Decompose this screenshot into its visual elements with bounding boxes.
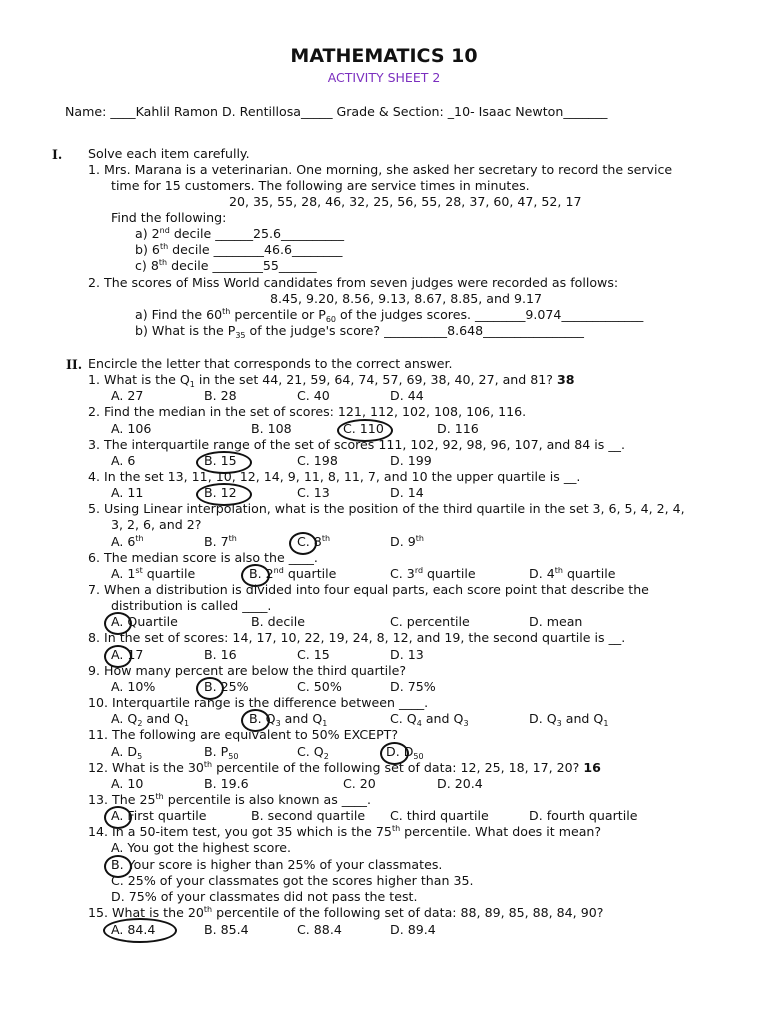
q4-answer-circle [196, 483, 252, 506]
q10-option-b: B. $Q_3$ and $Q_1$ [249, 711, 328, 728]
q7-answer-circle [104, 612, 132, 635]
q11-option-d: D. $D_{50}$ [386, 744, 424, 761]
q8-option-d: D. 13 [390, 647, 424, 662]
q11-option-b: B. $P_{50}$ [204, 744, 239, 761]
q13-option-a: A. First quartile [111, 808, 207, 823]
q1-handwritten-answer: 38 [557, 372, 575, 387]
q9-option-a: A. 10% [111, 679, 156, 694]
q2-option-d: D. 116 [437, 421, 479, 436]
q12-option-a: A. 10 [111, 776, 144, 791]
page-title: MATHEMATICS 10 [290, 45, 478, 67]
q4-option-b: B. 12 [204, 485, 237, 500]
part-1-numeral: I. [52, 147, 63, 162]
q13-option-b: B. second quartile [251, 808, 366, 823]
q10-option-c: C. $Q_4$ and $Q_3$ [390, 711, 469, 728]
part-1-instruction: Solve each item carefully. [88, 146, 250, 161]
q2-option-a: A. 106 [111, 421, 152, 436]
q12-option-d: D. 20.4 [437, 776, 483, 791]
part-2-q8: 8. In the set of scores: 14, 17, 10, 22, 19, 24, 8, 12, and 19, the second quartile is __. [88, 630, 626, 645]
q3-answer-circle [196, 451, 252, 474]
q3-option-d: D. 199 [390, 453, 432, 468]
q12-handwritten-answer: 16 [583, 760, 601, 775]
part-2-q10: 10. Interquartile range is the difference between ____. [88, 695, 429, 710]
q6-answer-circle [241, 564, 270, 587]
q2-answer-circle [337, 419, 393, 442]
q4-option-d: D. 14 [390, 485, 424, 500]
q10-option-d: D. $Q_3$ and $Q_1$ [529, 711, 609, 728]
q6-option-c: C. 3rd quartile [390, 566, 476, 581]
part-1-q1-a: a) 2nd decile ______25.6__________ [135, 226, 345, 241]
q13-option-c: C. third quartile [390, 808, 489, 823]
q7-option-d: D. mean [529, 614, 583, 629]
q5-option-b: B. 7th [204, 534, 237, 549]
q6-option-b: B. 2nd quartile [249, 566, 337, 581]
q1-option-d: D. 44 [390, 388, 424, 403]
q8-option-a: A. 17 [111, 647, 144, 662]
q14-option-a: A. You got the highest score. [111, 840, 291, 855]
q1-option-c: C. 40 [297, 388, 330, 403]
q5-option-c: C. 8th [297, 534, 331, 549]
q10-option-a: A. $Q_2$ and $Q_1$ [111, 711, 190, 728]
q15-answer-circle [103, 918, 177, 943]
q5-option-d: D. 9th [390, 534, 424, 549]
q12-option-b: B. 19.6 [204, 776, 249, 791]
q4-option-c: C. 13 [297, 485, 330, 500]
part-2-q7-line1: 7. When a distribution is divided into four equal parts, each score point that describe the [88, 582, 649, 597]
q5-answer-circle [289, 532, 317, 555]
q3-option-c: C. 198 [297, 453, 338, 468]
part-2-instruction: Encircle the letter that corresponds to the correct answer. [88, 356, 453, 371]
student-name-line: Name: ____Kahlil Ramon D. Rentillosa_____ Grade & Section: _10- Isaac Newton_______ [65, 104, 608, 119]
q1-option-b: B. 28 [204, 388, 237, 403]
part-1-q1-line1: 1. Mrs. Marana is a veterinarian. One morning, she asked her secretary to record the service [88, 162, 673, 177]
q15-option-d: D. 89.4 [390, 922, 436, 937]
q11-answer-circle [380, 742, 409, 765]
q8-option-c: C. 15 [297, 647, 330, 662]
part-1-q1-find: Find the following: [111, 210, 227, 225]
q9-option-c: C. 50% [297, 679, 342, 694]
q14-answer-circle [104, 855, 132, 878]
q6-option-a: A. 1st quartile [111, 566, 196, 581]
q3-option-a: A. 6 [111, 453, 136, 468]
q15-option-c: C. 88.4 [297, 922, 342, 937]
q8-answer-circle [104, 645, 132, 668]
part-1-q1-c: c) 8th decile ________55______ [135, 258, 317, 273]
part-1-q2-data: 8.45, 9.20, 8.56, 9.13, 8.67, 8.85, and 9.17 [270, 291, 543, 306]
q10-answer-circle [241, 709, 270, 732]
q14-option-b: B. Your score is higher than 25% of your classmates. [111, 857, 443, 872]
q13-answer-circle [104, 806, 132, 829]
page-subtitle: ACTIVITY SHEET 2 [327, 70, 441, 85]
part-2-numeral: II. [66, 357, 83, 372]
q7-option-c: C. percentile [390, 614, 470, 629]
q11-option-c: C. $Q_2$ [297, 744, 329, 761]
q14-option-d: D. 75% of your classmates did not pass the test. [111, 889, 418, 904]
part-2-q4: 4. In the set 13, 11, 10, 12, 14, 9, 11, 8, 11, 7, and 10 the upper quartile is __. [88, 469, 581, 484]
part-2-q1: 1. What is the $Q_1$ in the set 44, 21, 59, 64, 74, 57, 69, 38, 40, 27, and 81? 38 [88, 372, 575, 389]
part-2-q11: 11. The following are equivalent to 50% EXCEPT? [88, 727, 399, 742]
q3-option-b: B. 15 [204, 453, 237, 468]
part-1-q2-line1: 2. The scores of Miss World candidates from seven judges were recorded as follows: [88, 275, 619, 290]
q14-option-c: C. 25% of your classmates got the scores higher than 35. [111, 873, 474, 888]
part-2-q7-line2: distribution is called ____. [111, 598, 272, 613]
q9-answer-circle [196, 677, 224, 700]
part-2-q12: 12. What is the 30th percentile of the following set of data: 12, 25, 18, 17, 20? 16 [88, 760, 601, 775]
part-1-q1-data: 20, 35, 55, 28, 46, 32, 25, 56, 55, 28, 37, 60, 47, 52, 17 [229, 194, 582, 209]
part-1-q2-b: b) What is the $P_{35}$ of the judge's score? __________8.648________________ [135, 323, 584, 340]
q7-option-b: B. decile [251, 614, 306, 629]
part-2-q9: 9. How many percent are below the third quartile? [88, 663, 407, 678]
q11-option-a: A. $D_5$ [111, 744, 143, 761]
part-2-q2: 2. Find the median in the set of scores: 121, 112, 102, 108, 106, 116. [88, 404, 527, 419]
part-1-q2-a: a) Find the 60th percentile or $P_{60}$ of the judges scores. ________9.074_____________ [135, 307, 644, 324]
q4-option-a: A. 11 [111, 485, 144, 500]
q2-option-b: B. 108 [251, 421, 292, 436]
part-2-q14: 14. In a 50-item test, you got 35 which is the 75th percentile. What does it mean? [88, 824, 602, 839]
part-2-q5-line1: 5. Using Linear interpolation, what is the position of the third quartile in the set 3, 6, 5, 4, 2, 4, [88, 501, 685, 516]
q5-option-a: A. 6th [111, 534, 144, 549]
q7-option-a: A. Quartile [111, 614, 178, 629]
q9-option-d: D. 75% [390, 679, 436, 694]
part-2-q13: 13. The 25th percentile is also known as ____. [88, 792, 371, 807]
q15-option-a: A. 84.4 [111, 922, 156, 937]
q8-option-b: B. 16 [204, 647, 237, 662]
part-2-q5-line2: 3, 2, 6, and 2? [111, 517, 202, 532]
q2-option-c: C. 110 [343, 421, 384, 436]
q9-option-b: B. 25% [204, 679, 249, 694]
part-1-q1-line2: time for 15 customers. The following are service times in minutes. [111, 178, 530, 193]
part-2-q6: 6. The median score is also the ____. [88, 550, 318, 565]
part-2-q3: 3. The interquartile range of the set of scores 111, 102, 92, 98, 96, 107, and 84 is __. [88, 437, 625, 452]
q6-option-d: D. 4th quartile [529, 566, 616, 581]
q1-option-a: A. 27 [111, 388, 144, 403]
part-2-q15: 15. What is the 20th percentile of the following set of data: 88, 89, 85, 88, 84, 90? [88, 905, 604, 920]
q12-option-c: C. 20 [343, 776, 376, 791]
q15-option-b: B. 85.4 [204, 922, 249, 937]
part-1-q1-b: b) 6th decile ________46.6________ [135, 242, 343, 257]
q13-option-d: D. fourth quartile [529, 808, 638, 823]
